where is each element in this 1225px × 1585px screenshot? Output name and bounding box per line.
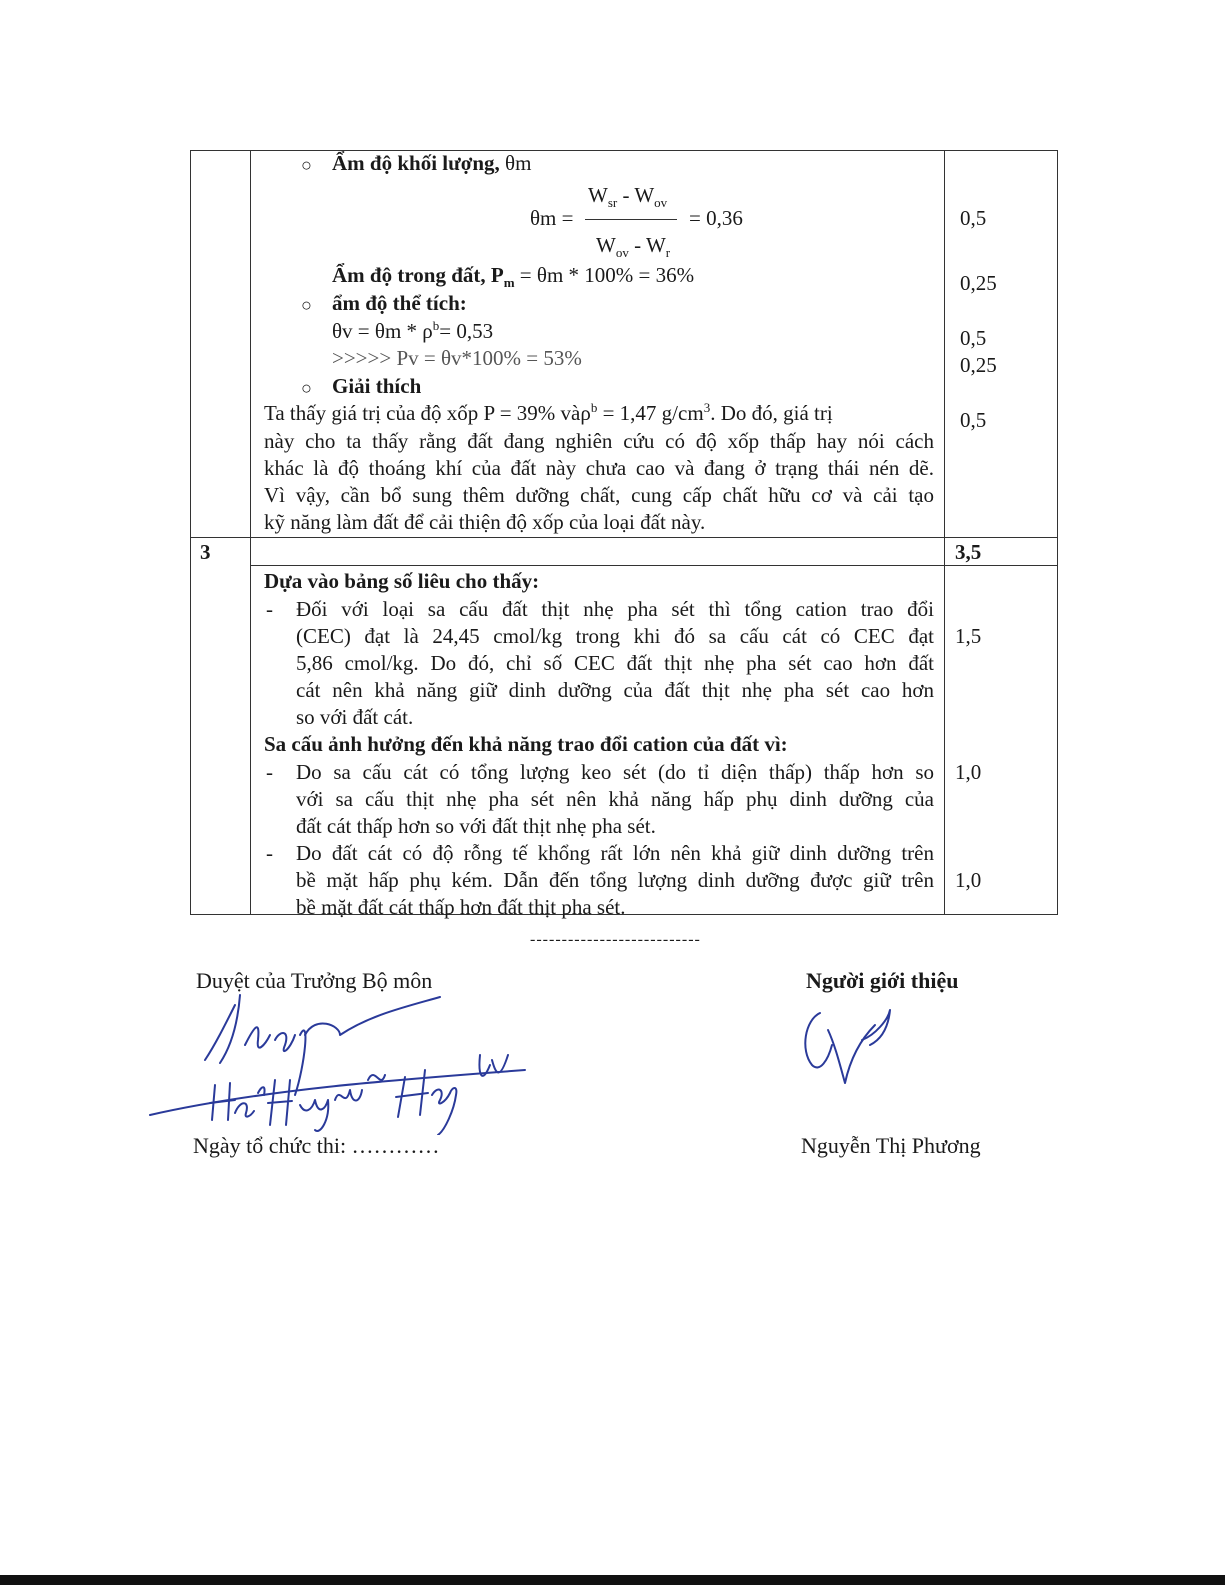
- bullet-icon: ○: [301, 295, 312, 315]
- score: 1,0: [955, 868, 982, 892]
- score: 0,5: [960, 408, 987, 432]
- para3-line-3: bề mặt đất cát thấp hơn đất thịt pha sét.: [296, 895, 626, 919]
- table-col-divider-1: [250, 150, 251, 915]
- para2-line-1: Do sa cấu cát có tổng lượng keo sét (do tỉ diện thấp) thấp hơn so: [296, 760, 934, 784]
- explain-line-1: Ta thấy giá trị của độ xốp P = 39% vàρ$^b$ = 1,47 $g/cm^3$. Do đó, giá trị: [264, 400, 833, 425]
- table-row-divider: [190, 537, 1058, 538]
- mass-moisture-symbol: θm: [505, 151, 532, 175]
- approver-signature: [140, 985, 540, 1135]
- table-col-divider-2: [944, 150, 945, 915]
- formula-lhs: θm =: [530, 206, 574, 230]
- mass-moisture-heading: [332, 150, 531, 176]
- question-number: 3: [200, 540, 211, 564]
- score: 0,25: [960, 271, 997, 295]
- mass-moisture-label: Ẩm độ khối lượng,: [332, 151, 500, 175]
- introducer-signature: [800, 1005, 910, 1090]
- table-row-divider: [250, 565, 1058, 566]
- scan-edge: [0, 1575, 1225, 1585]
- para1-line-4: cát nên khả năng giữ dinh dưỡng của đất thịt nhẹ pha sét cao hơn: [296, 678, 934, 702]
- bullet-icon: ○: [301, 155, 312, 175]
- para1-line-5: so với đất cát.: [296, 705, 414, 729]
- score: 0,5: [960, 326, 987, 350]
- score: 1,5: [955, 624, 982, 648]
- para2-line-2: với sa cấu thịt nhẹ pha sét nên khả năng hấp phụ dinh dưỡng của: [296, 787, 934, 811]
- score: 0,5: [960, 206, 987, 230]
- formula-denominator: $W_{ov} - W_r$: [596, 233, 671, 261]
- explain-line-4: Vì vậy, cần bổ sung thêm dưỡng chất, cung cấp chất hữu cơ và cải tạo: [264, 483, 934, 507]
- explain-line-3: khác là độ thoáng khí của đất này chưa cao và đang ở trạng thái nén dẽ.: [264, 456, 934, 480]
- score: 1,0: [955, 760, 982, 784]
- section3-heading-1: Dựa vào bảng số liêu cho thấy:: [264, 569, 540, 593]
- para3-line-2: bề mặt hấp phụ kém. Dẫn đến tổng lượng dinh dưỡng được giữ trên: [296, 868, 934, 892]
- formula-numerator: $W_{sr} - W_{ov}$: [588, 183, 668, 211]
- soil-moisture-line: Ẩm độ trong đất, $P_m = \theta m * 100\% = 36\%$: [332, 263, 695, 291]
- formula-fraction-bar: [585, 219, 677, 220]
- introducer-name: Nguyễn Thị Phương: [801, 1133, 981, 1158]
- explain-heading: Giải thích: [332, 374, 422, 398]
- dash: -: [266, 841, 273, 865]
- exam-date: Ngày tổ chức thi: …………: [193, 1133, 440, 1158]
- explain-line-2: này cho ta thấy rằng đất đang nghiên cứu có độ xốp thấp hay nói cách: [264, 429, 934, 453]
- formula-rhs: = 0,36: [689, 206, 743, 230]
- section3-heading-2: Sa cấu ảnh hưởng đến khả năng trao đổi cation của đất vì:: [264, 732, 788, 756]
- para1-line-2: (CEC) đạt là 24,45 cmol/kg trong khi đó sa cấu cát có CEC đạt: [296, 624, 934, 648]
- score: 0,25: [960, 353, 997, 377]
- pv-line: >>>>> Pv = θv*100% = 53%: [332, 346, 582, 370]
- theta-v-line: $\theta v = \theta m * \rho^b= 0,53$: [332, 318, 494, 343]
- para2-line-3: đất cát thấp hơn so với đất thịt nhẹ pha sét.: [296, 814, 656, 838]
- introducer-title: Người giới thiệu: [806, 968, 959, 993]
- volume-moisture-heading: ẩm độ thể tích:: [332, 291, 467, 315]
- para1-line-3: 5,86 cmol/kg. Do đó, chỉ số CEC đất thịt nhẹ pha sét cao hơn đất: [296, 651, 934, 675]
- approver-title: Duyệt của Trưởng Bộ môn: [196, 968, 433, 993]
- para3-line-1: Do đất cát có độ rỗng tế khổng rất lớn nên khả giữ dinh dưỡng trên: [296, 841, 934, 865]
- dash: -: [266, 597, 273, 621]
- question-total-score: 3,5: [955, 540, 982, 564]
- explain-line-5: kỹ năng làm đất để cải thiện độ xốp của loại đất này.: [264, 510, 706, 534]
- para1-line-1: Đối với loại sa cấu đất thịt nhẹ pha sét thì tổng cation trao đổi: [296, 597, 934, 621]
- separator-line: ---------------------------: [530, 931, 701, 948]
- bullet-icon: ○: [301, 378, 312, 398]
- dash: -: [266, 760, 273, 784]
